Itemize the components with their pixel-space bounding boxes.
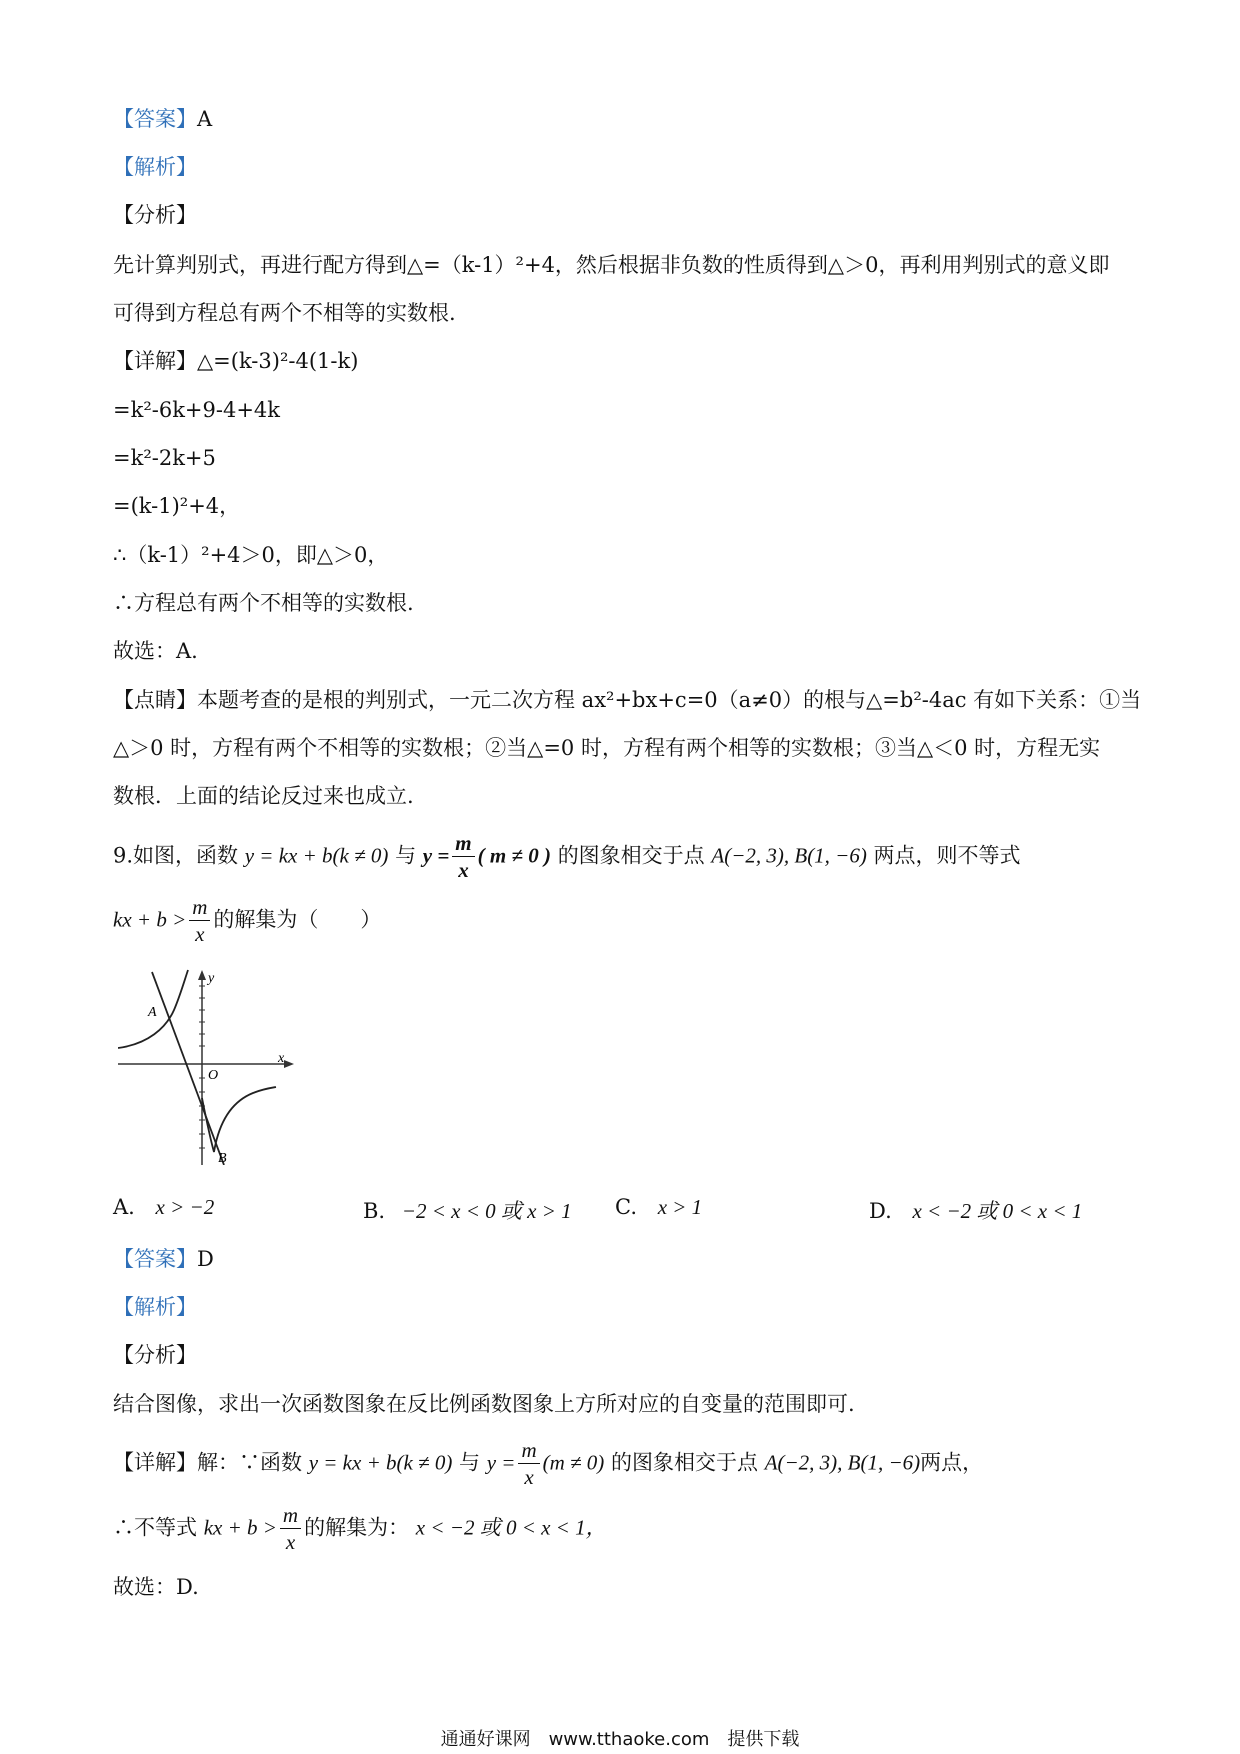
y-axis-arrow bbox=[198, 970, 206, 980]
q9-choose: 故选：D. bbox=[113, 1575, 199, 1599]
option-c-label: C. bbox=[615, 1195, 637, 1219]
stem-inverse-cond: ( m ≠ 0 ) bbox=[477, 843, 551, 868]
stem-inverse-lhs: y = bbox=[422, 843, 450, 868]
option-d bbox=[869, 1195, 1082, 1225]
q9-detail bbox=[113, 1440, 983, 1488]
detail-fraction bbox=[518, 1440, 539, 1488]
stem-intersect: 的图象相交于点 bbox=[557, 843, 705, 868]
detail-tag: 【详解】 bbox=[113, 349, 197, 373]
stem-points: A(−2, 3), B(1, −6) bbox=[711, 843, 867, 868]
option-a bbox=[113, 1195, 214, 1220]
option-c bbox=[615, 1195, 702, 1220]
detail-intersect: 的图象相交于点 bbox=[611, 1450, 758, 1475]
detail-line1: △=(k-3)²-4(1-k) bbox=[197, 349, 359, 373]
ineq-tail: 的解集为（ ） bbox=[213, 907, 382, 932]
q8-detail-line4: =(k-1)²+4， bbox=[113, 494, 241, 518]
ineq-fraction bbox=[189, 897, 210, 945]
option-d-text: x < −2 或 0 < x < 1 bbox=[912, 1199, 1083, 1223]
q9-jiexi-tag: 【解析】 bbox=[113, 1295, 197, 1319]
conclusion-fraction bbox=[280, 1505, 301, 1553]
detail-fraction-num: m bbox=[518, 1440, 539, 1464]
detail-fraction-den: x bbox=[524, 1465, 534, 1489]
q8-detail-line2: =k²-6k+9-4+4k bbox=[113, 398, 281, 422]
x-axis-arrow bbox=[284, 1060, 294, 1068]
q8-dianjing-line3: 数根．上面的结论反过来也成立. bbox=[113, 784, 414, 808]
q9-conclusion bbox=[113, 1505, 607, 1553]
answer-tag: 【答案】 bbox=[113, 107, 197, 131]
q8-fenxi-line1: 先计算判别式，再进行配方得到△=（k-1）²+4，然后根据非负数的性质得到△＞0，再利用判别式的意义即 bbox=[113, 253, 1110, 277]
q8-detail bbox=[113, 346, 358, 376]
option-a-text: x > −2 bbox=[155, 1195, 215, 1219]
ineq-lhs: kx + b > bbox=[113, 907, 187, 932]
y-label: y bbox=[208, 971, 215, 986]
option-c-text: x > 1 bbox=[657, 1195, 703, 1219]
origin-label: O bbox=[208, 1068, 219, 1083]
ineq-fraction-den: x bbox=[195, 922, 205, 946]
ineq-fraction-num: m bbox=[189, 897, 210, 921]
detail-and: 与 bbox=[459, 1450, 481, 1475]
conclusion-label: 的解集为： bbox=[304, 1515, 410, 1540]
stem-prefix: 9.如图，函数 bbox=[113, 843, 239, 868]
conclusion-lhs: kx + b > bbox=[203, 1515, 277, 1540]
q9-stem bbox=[113, 833, 1021, 881]
point-A-label: A bbox=[148, 1005, 157, 1020]
q8-detail-line6: ∴方程总有两个不相等的实数根. bbox=[113, 591, 414, 615]
option-a-label: A. bbox=[113, 1195, 135, 1219]
answer-value: D bbox=[197, 1247, 214, 1271]
conclusion-prefix: ∴不等式 bbox=[113, 1515, 197, 1540]
stem-linear-function: y = kx + b(k ≠ 0) bbox=[244, 843, 389, 868]
x-label: x bbox=[278, 1051, 285, 1066]
option-b bbox=[363, 1195, 572, 1225]
option-b-text: −2 < x < 0 或 x > 1 bbox=[401, 1199, 572, 1223]
q8-fenxi-line2: 可得到方程总有两个不相等的实数根. bbox=[113, 301, 456, 325]
detail-tag: 【详解】 bbox=[113, 1450, 197, 1475]
detail-linear-function: y = kx + b(k ≠ 0) bbox=[308, 1450, 453, 1475]
conclusion-result: x < −2 或 0 < x < 1， bbox=[415, 1515, 607, 1540]
q8-dianjing bbox=[113, 685, 1141, 715]
stem-fraction-num: m bbox=[452, 833, 474, 857]
q8-fenxi-tag: 【分析】 bbox=[113, 203, 197, 227]
conclusion-fraction-num: m bbox=[280, 1505, 301, 1529]
hyperbola-right-branch bbox=[202, 1087, 276, 1152]
q8-dianjing-line2: △＞0 时，方程有两个不相等的实数根；②当△=0 时，方程有两个相等的实数根；③当△＜0 时，方程无实 bbox=[113, 736, 1101, 760]
detail-points: A(−2, 3), B(1, −6) bbox=[764, 1450, 921, 1475]
answer-tag: 【答案】 bbox=[113, 1247, 197, 1271]
stem-fraction bbox=[452, 833, 474, 881]
detail-inverse-cond: (m ≠ 0) bbox=[542, 1450, 605, 1475]
conclusion-fraction-den: x bbox=[285, 1530, 296, 1554]
dianjing-tag: 【点睛】 bbox=[113, 688, 197, 712]
q8-detail-line5: ∴（k-1）²+4＞0，即△＞0， bbox=[113, 543, 389, 567]
q8-detail-line3: =k²-2k+5 bbox=[113, 446, 216, 470]
detail-suffix: 两点， bbox=[920, 1450, 984, 1475]
dianjing-line1: 本题考查的是根的判别式，一元二次方程 ax²+bx+c=0（a≠0）的根与△=b²-4ac 有如下关系：①当 bbox=[197, 688, 1142, 712]
q8-jiexi-tag: 【解析】 bbox=[113, 155, 197, 179]
q8-choose: 故选：A. bbox=[113, 639, 198, 663]
point-B-label: B bbox=[218, 1151, 227, 1165]
page-footer: 通通好课网 www.tthaoke.com 提供下载 bbox=[440, 1729, 800, 1750]
function-graph-figure bbox=[118, 968, 294, 1165]
q9-fenxi-text: 结合图像，求出一次函数图象在反比例函数图象上方所对应的自变量的范围即可. bbox=[113, 1392, 855, 1416]
stem-fraction-den: x bbox=[458, 858, 469, 882]
q8-answer bbox=[113, 104, 212, 134]
detail-prefix: 解：∵函数 bbox=[197, 1450, 302, 1475]
stem-suffix: 两点，则不等式 bbox=[873, 843, 1021, 868]
option-d-label: D. bbox=[869, 1199, 892, 1223]
option-b-label: B. bbox=[363, 1199, 386, 1223]
q9-inequality bbox=[113, 897, 381, 945]
answer-value: A bbox=[197, 107, 213, 131]
detail-inverse-lhs: y = bbox=[486, 1450, 516, 1475]
q9-answer bbox=[113, 1244, 214, 1274]
stem-and: 与 bbox=[395, 843, 417, 868]
q9-fenxi-tag: 【分析】 bbox=[113, 1343, 197, 1367]
